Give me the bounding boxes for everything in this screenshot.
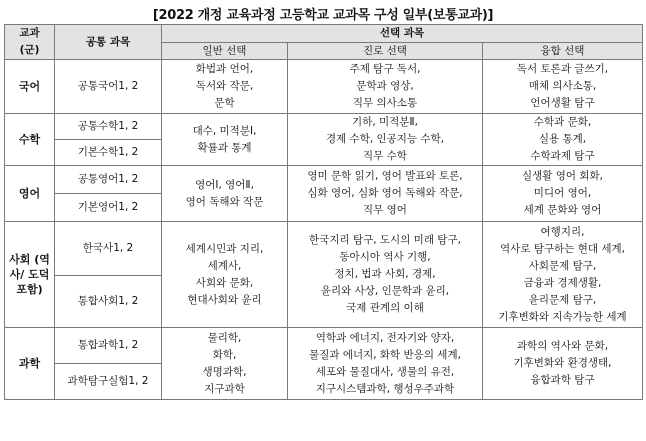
career-subjects: 기하, 미적분Ⅱ, 경제 수학, 인공지능 수학, 직무 수학 — [288, 114, 483, 166]
fusion-subjects: 과학의 역사와 문화, 기후변화와 환경생태, 융합과학 탐구 — [483, 328, 643, 400]
career-subjects: 역학과 에너지, 전자기와 양자, 물질과 에너지, 화학 반응의 세계, 세포와 물질대사, 생물의 유전, 지구시스템과학, 행성우주과학 — [288, 328, 483, 400]
common-subject: 통합사회1, 2 — [55, 276, 162, 328]
general-subjects: 세계시민과 지리, 세계사, 사회와 문화, 현대사회와 윤리 — [162, 222, 288, 328]
curriculum-table — [4, 24, 643, 400]
area-social: 사회 (역사/ 도덕 포함) — [5, 222, 55, 328]
general-subjects: 대수, 미적분Ⅰ, 확률과 통계 — [162, 114, 288, 166]
fusion-subjects: 여행지리, 역사로 탐구하는 현대 세계, 사회문제 탐구, 금융과 경제생활, 윤리문제 탐구, 기후변화와 지속가능한 세계 — [483, 222, 643, 328]
header-general: 일반 선택 — [162, 43, 288, 60]
general-subjects: 화법과 언어, 독서와 작문, 문학 — [162, 60, 288, 114]
general-subjects: 영어Ⅰ, 영어Ⅱ, 영어 독해와 작문 — [162, 166, 288, 222]
common-subject: 과학탐구실험1, 2 — [55, 364, 162, 400]
common-subject: 공통영어1, 2 — [55, 166, 162, 194]
fusion-subjects: 수학과 문화, 실용 통계, 수학과제 탐구 — [483, 114, 643, 166]
area-korean: 국어 — [5, 60, 55, 114]
career-subjects: 영미 문학 읽기, 영어 발표와 토론, 심화 영어, 심화 영어 독해와 작문, 직무 영어 — [288, 166, 483, 222]
table-title: [2022 개정 교육과정 고등학교 교과목 구성 일부(보통교과)] — [152, 8, 494, 23]
common-subject: 공통수학1, 2 — [55, 114, 162, 140]
header-elective: 선택 과목 — [162, 25, 643, 43]
career-subjects: 한국지리 탐구, 도시의 미래 탐구, 동아시아 역사 기행, 정치, 법과 사회, 경제, 윤리와 사상, 인문학과 윤리, 국제 관계의 이해 — [288, 222, 483, 328]
area-science: 과학 — [5, 328, 55, 400]
header-area: 교과 (군) — [5, 25, 55, 60]
common-subject: 기본영어1, 2 — [55, 194, 162, 222]
header-common: 공통 과목 — [55, 25, 162, 60]
common-subject: 공통국어1, 2 — [55, 60, 162, 114]
general-subjects: 물리학, 화학, 생명과학, 지구과학 — [162, 328, 288, 400]
fusion-subjects: 실생활 영어 회화, 미디어 영어, 세계 문화와 영어 — [483, 166, 643, 222]
header-fusion: 융합 선택 — [483, 43, 643, 60]
common-subject: 통합과학1, 2 — [55, 328, 162, 364]
header-career: 진로 선택 — [288, 43, 483, 60]
career-subjects: 주제 탐구 독서, 문학과 영상, 직무 의사소통 — [288, 60, 483, 114]
common-subject: 기본수학1, 2 — [55, 140, 162, 166]
area-english: 영어 — [5, 166, 55, 222]
common-subject: 한국사1, 2 — [55, 222, 162, 276]
fusion-subjects: 독서 토론과 글쓰기, 매체 의사소통, 언어생활 탐구 — [483, 60, 643, 114]
area-math: 수학 — [5, 114, 55, 166]
